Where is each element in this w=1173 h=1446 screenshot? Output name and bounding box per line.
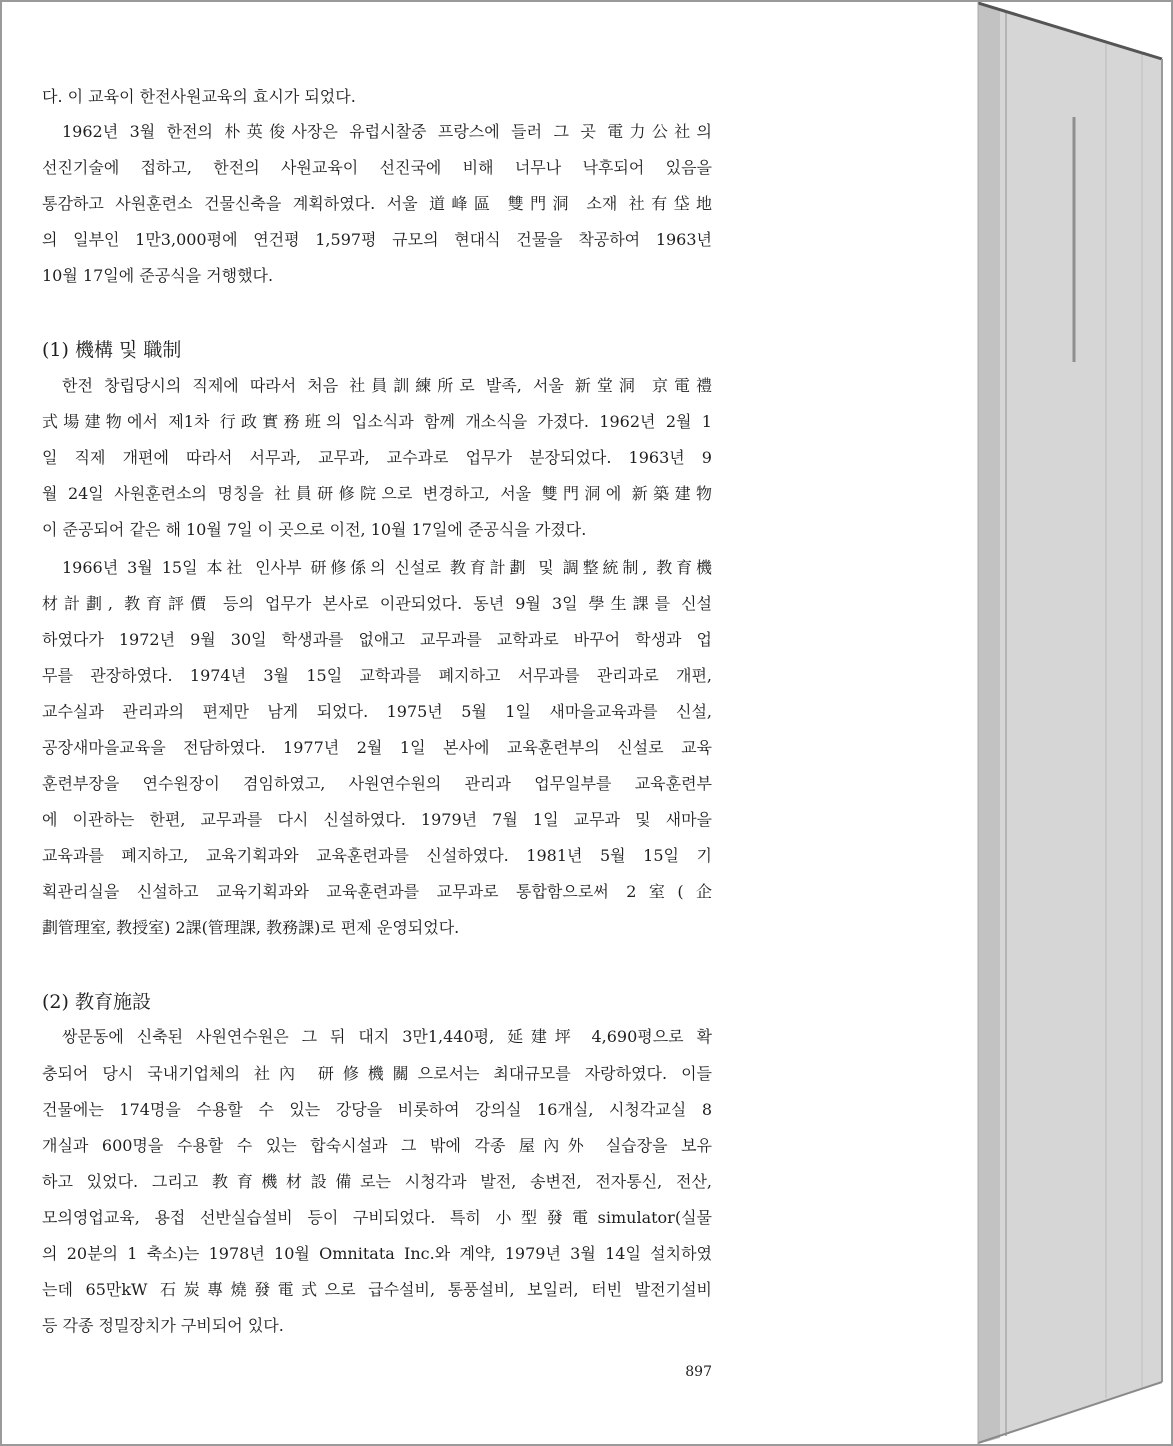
text-line: 교수실과 관리과의 편제만 남게 되었다. 1975년 5월 1일 새마을교육과를 신설, [42, 702, 712, 721]
page-block-shadow [978, 2, 1000, 1444]
text-line: 훈련부장을 연수원장이 겸임하였고, 사원연수원의 관리과 업무일부를 교육훈련부 [42, 774, 712, 793]
text-line: 의 20분의 1 축소)는 1978년 10월 Omnitata Inc.와 계약, 1979년 3월 14일 설치하였 [42, 1244, 712, 1263]
text-line: 모의영업교육, 용접 선반실습설비 등이 구비되었다. 특히 小型發電simulator(실물 [42, 1208, 712, 1227]
text-line: 충되어 당시 국내기업체의 社內 研修機關으로서는 최대규모를 자랑하였다. 이들 [42, 1064, 712, 1083]
text-line: 등 각종 정밀장치가 구비되어 있다. [42, 1316, 284, 1335]
text-line: 이 준공되어 같은 해 10월 7일 이 곳으로 이전, 10월 17일에 준공식을 가졌다. [42, 520, 587, 539]
text-line: 에 이관하는 한편, 교무과를 다시 신설하였다. 1979년 7월 1일 교무과 및 새마을 [42, 810, 712, 829]
page-number: 897 [685, 1364, 712, 1380]
text-line: 하였다가 1972년 9월 30일 학생과를 없애고 교무과를 교학과로 바꾸어 학생과 업 [42, 630, 712, 649]
text-line: 쌍문동에 신축된 사원연수원은 그 뒤 대지 3만1,440평, 延建坪 4,690평으로 확 [62, 1027, 712, 1046]
text-line: 材計劃, 教育評價 등의 업무가 본사로 이관되었다. 동년 9월 3일 學生課를 신설 [42, 594, 712, 613]
text-line: 式場建物에서 제1차 行政實務班의 입소식과 함께 개소식을 가졌다. 1962년 2월 1 [42, 412, 712, 431]
text-line: 개실과 600명을 수용할 수 있는 합숙시설과 그 밖에 각종 屋內外 실습장을 보유 [42, 1136, 712, 1155]
text-line: 획관리실을 신설하고 교육기획과와 교육훈련과를 교무과로 통합함으로써 2室(企 [42, 882, 712, 901]
text-line: 월 24일 사원훈련소의 명칭을 社員研修院으로 변경하고, 서울 雙門洞에 新築建物 [42, 484, 712, 503]
text-line: 다. 이 교육이 한전사원교육의 효시가 되었다. [42, 87, 356, 106]
text-line: 무를 관장하였다. 1974년 3월 15일 교학과를 폐지하고 서무과를 관리과로 개편, [42, 666, 712, 685]
text-line: 1962년 3월 한전의 朴英俊사장은 유럽시찰중 프랑스에 들러 그 곳 電力公社의 [62, 122, 712, 141]
text-line: 1966년 3월 15일 本社 인사부 研修係의 신설로 教育計劃 및 調整統制, 教育機 [62, 558, 712, 577]
text-line: 공장새마을교육을 전담하였다. 1977년 2월 1일 본사에 교육훈련부의 신설로 교육 [42, 738, 712, 757]
text-line: 선진기술에 접하고, 한전의 사원교육이 선진국에 비해 너무나 낙후되어 있음을 [42, 158, 712, 177]
text-line: 10월 17일에 준공식을 거행했다. [42, 266, 274, 285]
text-line: 의 일부인 1만3,000평에 연건평 1,597평 규모의 현대식 건물을 착공하여 1963년 [42, 230, 712, 249]
text-line: 劃管理室, 教授室) 2課(管理課, 教務課)로 편제 운영되었다. [42, 918, 460, 937]
text-line: 한전 창립당시의 직제에 따라서 처음 社員訓練所로 발족, 서울 新堂洞 京電禮 [62, 376, 712, 395]
text-line: 하고 있었다. 그리고 教育機材設備로는 시청각과 발전, 송변전, 전자통신, 전산, [42, 1172, 712, 1191]
text-line: 일 직제 개편에 따라서 서무과, 교무과, 교수과로 업무가 분장되었다. 1963년 9 [42, 448, 712, 467]
section-heading: (2) 教育施設 [42, 991, 151, 1013]
text-line: 는데 65만kW 石炭專燒發電式으로 급수설비, 통풍설비, 보일러, 터빈 발전기설비 [42, 1280, 712, 1299]
text-line: 건물에는 174명을 수용할 수 있는 강당을 비롯하여 강의실 16개실, 시청각교실 8 [42, 1100, 712, 1119]
text-line: 통감하고 사원훈련소 건물신축을 계획하였다. 서울 道峰區 雙門洞 소재 社有垈地 [42, 194, 712, 213]
section-heading: (1) 機構 및 職制 [42, 339, 182, 361]
text-line: 교육과를 폐지하고, 교육기획과와 교육훈련과를 신설하였다. 1981년 5월 15일 기 [42, 846, 712, 865]
